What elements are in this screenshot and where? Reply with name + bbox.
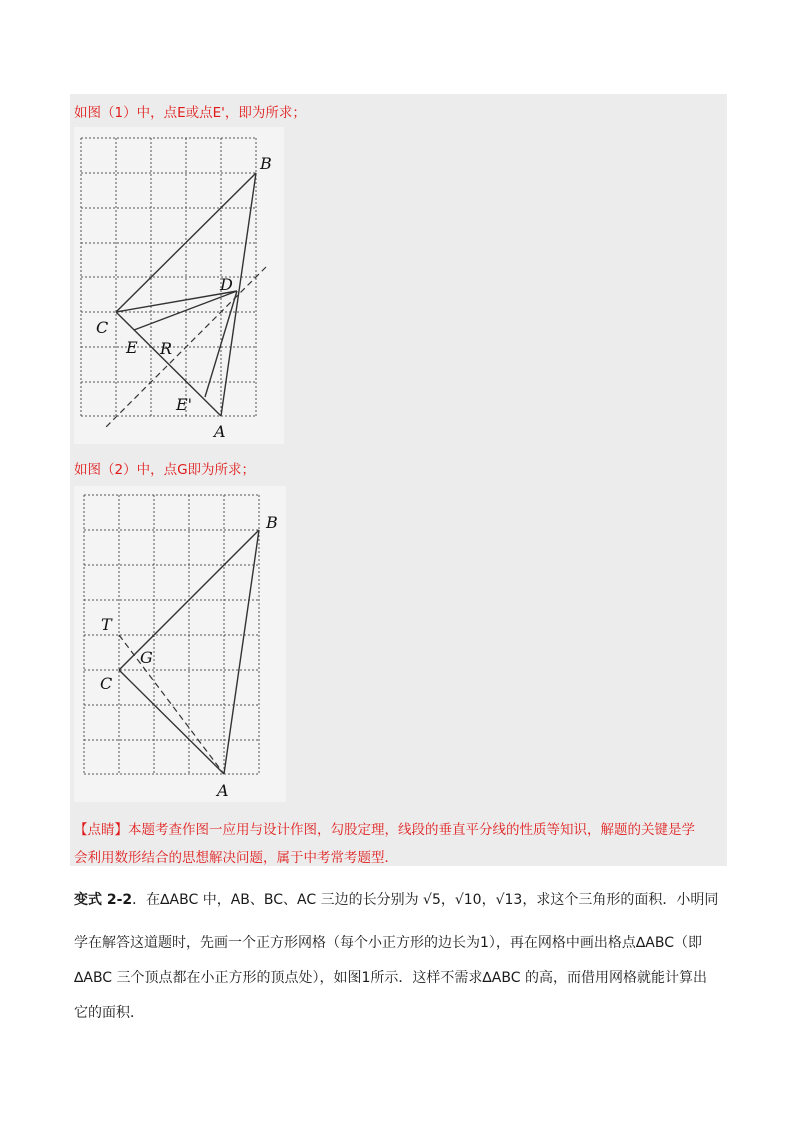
label-R: R [160, 339, 173, 358]
segment-ED [134, 291, 237, 330]
fig1-caption: 如图（1）中，点E或点E'，即为所求； [74, 105, 306, 121]
segment-CA [119, 670, 224, 774]
label-B: B [266, 513, 278, 532]
comment-line-1: 【点睛】本题考查作图一应用与设计作图，勾股定理，线段的垂直平分线的性质等知识，解题的关键是学 [74, 822, 695, 838]
comment-line-2: 会利用数形结合的思想解决问题，属于中考常考题型． [74, 850, 398, 866]
figure-1-diagram [74, 127, 284, 444]
label-D: D [220, 275, 233, 294]
variant-line-3: ∆ABC 三个顶点都在小正方形的顶点处），如图1所示．这样不需求∆ABC 的高，而借用网格就能计算出 [74, 970, 707, 986]
label-C: C [100, 674, 113, 693]
label-T: T [101, 615, 112, 634]
figure-2-diagram [74, 486, 286, 802]
figure-2 [74, 486, 286, 802]
variant-line-1 [74, 889, 718, 909]
label-E-prime: E' [176, 395, 193, 414]
label-A: A [214, 422, 226, 441]
segment-BA [224, 530, 259, 774]
label-B: B [260, 154, 272, 173]
variant-line-4: 它的面积． [74, 1005, 144, 1021]
label-E: E [126, 338, 138, 357]
grid [84, 495, 259, 774]
label-C: C [96, 318, 109, 337]
variant-heading: 变式 2-2 [74, 892, 133, 908]
figure-1 [74, 127, 284, 444]
variant-line-2: 学在解答这道题时，先画一个正方形网格（每个小正方形的边长为1），再在网格中画出格点∆ABC（即 [74, 935, 702, 951]
label-A: A [217, 781, 229, 800]
fig2-caption: 如图（2）中，点G即为所求； [74, 462, 256, 478]
variant-line-1-text: ．在∆ABC 中，AB、BC、AC 三边的长分别为 √5，√10，√13，求这个三角形的面积．小明同 [132, 892, 719, 908]
label-G: G [140, 648, 153, 667]
